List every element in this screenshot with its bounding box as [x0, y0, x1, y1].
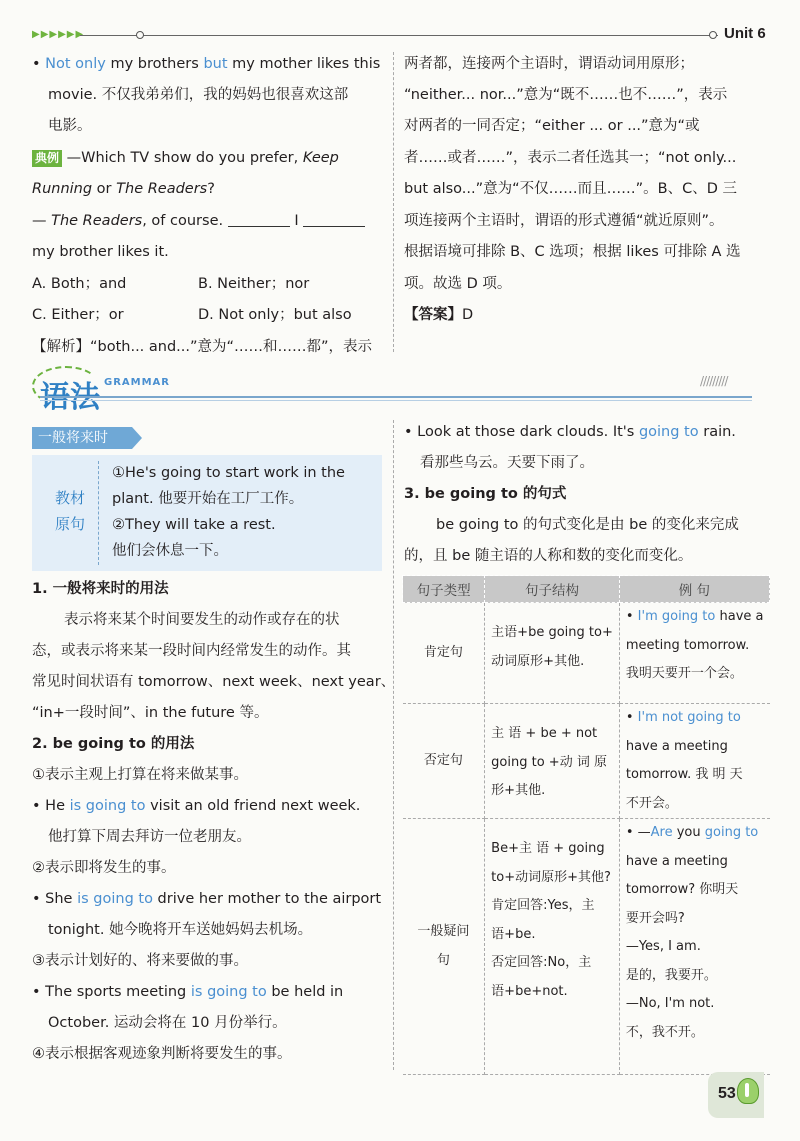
example-sentence: • The sports meeting is going to be held in [32, 984, 344, 1000]
example-line: • I'm not going to [625, 710, 741, 725]
sentence-type: 否定句 [403, 704, 485, 819]
column-divider [393, 420, 394, 1070]
example-line: have a meeting [625, 738, 728, 754]
analysis-text: 对两者的一同否定；“either ... or ...”意为“或 [404, 118, 700, 134]
question-line: Running or The Readers? [32, 181, 215, 197]
sentence-structure [485, 704, 620, 819]
header-dot [136, 31, 144, 39]
sentence-structure [485, 603, 620, 704]
paragraph: be going to 的句式变化是由 be 的变化来完成 [436, 517, 739, 533]
grammar-subtitle: GRAMMAR [104, 377, 170, 388]
structure-line: 语+be+not. [491, 983, 568, 999]
example-translation: 看那些乌云。天要下雨了。 [420, 455, 594, 471]
unit-label: Unit 6 [724, 25, 766, 42]
sentence-type: 一般疑问句 [403, 819, 485, 1075]
example-line: 我明天要开一个会。 [625, 666, 743, 681]
analysis-text: but also...”意为“不仅……而且……”。B、C、D 三 [404, 181, 737, 197]
structure-line: 否定回答:No，主 [491, 955, 592, 970]
example-cell [619, 603, 769, 704]
question-line: — The Readers, of course. I [32, 211, 365, 231]
table-row [403, 603, 770, 704]
analysis-text: 两者都，连接两个主语时，谓语动词用原形； [404, 56, 694, 72]
example-cell [619, 819, 769, 1075]
source-sentence: ②They will take a rest. [112, 517, 276, 533]
usage-point: ③表示计划好的、将来要做的事。 [32, 953, 248, 969]
table-row [403, 704, 770, 819]
structure-line: 形+其他. [491, 783, 546, 798]
bullet-translation: movie. 不仅我弟弟们，我的妈妈也很喜欢这部 [48, 87, 349, 103]
example-line: • —Are you going to [625, 825, 759, 840]
question-line: 典例 —Which TV show do you prefer, Keep [32, 148, 339, 168]
header-dot [709, 31, 717, 39]
heading-sentence-patterns: 3. be going to 的句式 [404, 486, 567, 502]
structure-line: 语+be. [491, 926, 536, 942]
analysis-text: 者……或者……”，表示二者任选其一；“not only... [404, 150, 737, 166]
structure-line: going to +动 词 原 [491, 754, 607, 770]
usage-point: ④表示根据客观迹象判断将要发生的事。 [32, 1046, 292, 1062]
example-sentence: • She is going to drive her mother to the airport [32, 891, 382, 907]
source-sentence: plant. 他要开始在工厂工作。 [112, 491, 304, 507]
option-a: A. Both；and [32, 276, 127, 292]
paragraph: “in+一段时间”、in the future 等。 [32, 705, 269, 721]
example-line: 要开会吗? [625, 910, 685, 926]
table-row [403, 819, 770, 1075]
table-header-row [403, 576, 770, 603]
answer-blank[interactable] [303, 212, 365, 227]
source-sentence: 他们会休息一下。 [112, 543, 228, 559]
heading-be-going-to: 2. be going to 的用法 [32, 736, 195, 752]
usage-point: ①表示主观上打算在将来做某事。 [32, 767, 248, 783]
bullet-translation: 电影。 [48, 118, 92, 134]
column-divider [393, 52, 394, 352]
example-line: meeting tomorrow. [625, 637, 750, 653]
sentence-structure [485, 819, 620, 1075]
answer-blank[interactable] [228, 212, 290, 227]
analysis-text: “neither... nor...”意为“既不……也不……”，表示 [404, 87, 728, 103]
example-line: 是的，我要开。 [625, 967, 717, 983]
sentence-pattern-table [402, 575, 770, 1075]
source-sentence: ①He's going to start work in the [112, 465, 345, 481]
header-rule [80, 35, 718, 36]
grammar-title: 语法 [40, 380, 100, 415]
column-header: 句子类型 [403, 576, 485, 603]
usage-point: ②表示即将发生的事。 [32, 860, 176, 876]
column-header: 例 句 [619, 576, 769, 603]
header-arrows: ▶▶▶▶▶▶ [32, 29, 85, 40]
example-line: 不开会。 [625, 795, 678, 811]
paragraph: 常见时间状语有 tomorrow、next week、next year、 [32, 674, 396, 690]
source-divider [98, 461, 99, 565]
example-line: —No, I'm not. [625, 996, 715, 1011]
example-tag: 典例 [32, 150, 62, 167]
source-tag: 教材 原句 [54, 489, 85, 533]
decor-slashes: ///////// [700, 374, 728, 388]
example-translation: October. 运动会将在 10 月份举行。 [48, 1015, 287, 1031]
bullet-example: • Not only my brothers but my mother likes this [32, 56, 381, 72]
textbook-source-box [32, 455, 382, 571]
example-sentence: • Look at those dark clouds. It's going to rain. [404, 424, 736, 440]
column-header: 句子结构 [485, 576, 620, 603]
section-label: 一般将来时 [32, 427, 132, 449]
example-line: 不，我不开。 [625, 1024, 704, 1040]
structure-line: 主语+be going to+ [491, 625, 613, 640]
structure-line: to+动词原形+其他? [491, 869, 611, 885]
answer-line: 【答案】D [404, 307, 474, 323]
example-line: —Yes, I am. [625, 939, 701, 954]
analysis-text: 【解析】“both... and...”意为“……和……都”，表示 [32, 339, 373, 355]
paragraph: 态，或表示将来某一段时间内经常发生的动作。其 [32, 643, 351, 659]
structure-line: 肯定回答:Yes，主 [491, 898, 595, 913]
example-translation: tonight. 她今晚将开车送她妈妈去机场。 [48, 922, 313, 938]
option-d: D. Not only；but also [198, 307, 352, 323]
example-line: have a meeting [625, 853, 728, 869]
analysis-text: 项。故选 D 项。 [404, 276, 512, 292]
heading-usage: 1. 一般将来时的用法 [32, 581, 169, 597]
page-number: 53 [718, 1085, 736, 1102]
structure-line: 主 语 + be + not [491, 726, 598, 741]
structure-line: 动词原形+其他. [491, 653, 585, 669]
example-sentence: • He is going to visit an old friend next week. [32, 798, 361, 814]
grammar-rule [40, 396, 752, 398]
paragraph: 的，且 be 随主语的人称和数的变化而变化。 [404, 548, 693, 564]
sentence-type: 肯定句 [403, 603, 485, 704]
option-c: C. Either；or [32, 307, 124, 323]
analysis-text: 项连接两个主语时，谓语的形式遵循“就近原则”。 [404, 213, 724, 229]
example-line: • I'm going to have a [625, 609, 764, 624]
analysis-text: 根据语境可排除 B、C 选项；根据 likes 可排除 A 选 [404, 244, 741, 260]
example-translation: 他打算下周去拜访一位老朋友。 [48, 829, 251, 845]
structure-line: Be+主 语 + going [491, 841, 605, 856]
option-b: B. Neither；nor [198, 276, 310, 292]
example-cell [619, 704, 769, 819]
example-line: tomorrow. 我 明 天 [625, 767, 743, 782]
grammar-rule [40, 400, 752, 401]
example-line: tomorrow? 你明天 [625, 882, 739, 897]
paragraph: 表示将来某个时间要发生的动作或存在的状 [64, 612, 340, 628]
balloon-icon [737, 1078, 759, 1104]
question-line: my brother likes it. [32, 244, 169, 260]
